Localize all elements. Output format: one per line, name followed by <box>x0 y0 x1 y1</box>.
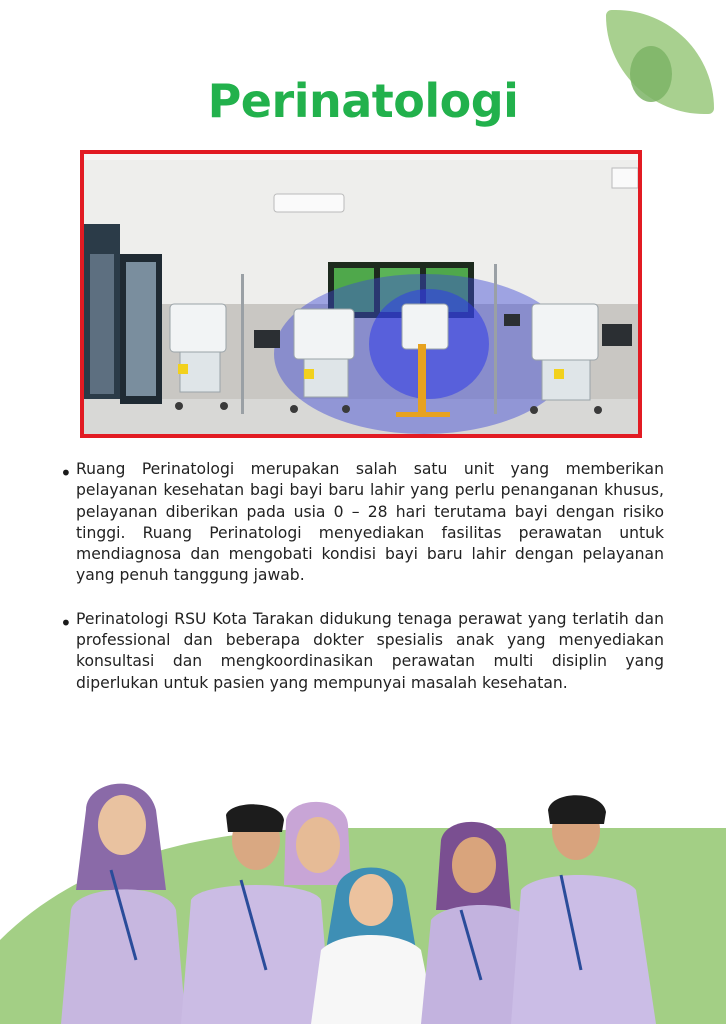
description-section <box>60 459 664 719</box>
list-item <box>60 609 664 694</box>
page-title: Perinatologi <box>207 74 519 128</box>
medical-staff-group-photo <box>56 770 676 1024</box>
bullet-icon: • <box>60 610 72 635</box>
list-item <box>60 459 664 587</box>
paragraph-tenaga-perawat: Perinatologi RSU Kota Tarakan didukung tenaga perawat yang terlatih dan professional dan beberapa dokter spesialis anak yang menyediakan konsultasi dan mengkoordinasikan perawatan multi disiplin yang diperlukan untuk pasien yang mempunyai masalah kesehatan. <box>76 609 664 692</box>
paragraph-ruang-perinatologi: Ruang Perinatologi merupakan salah satu unit yang memberikan pelayanan kesehatan bagi bayi baru lahir yang perlu penanganan khusus, pelayanan diberikan pada usia 0 – 28 hari terutama bayi dengan risiko tinggi. Ruang Perinatologi menyediakan fasilitas perawatan untuk mendiagnosa dan mengobati kondisi bayi baru lahir dengan pelayanan yang penuh tanggung jawab. <box>76 460 664 585</box>
perinatology-room-photo <box>80 150 642 438</box>
bullet-icon: • <box>60 461 72 485</box>
